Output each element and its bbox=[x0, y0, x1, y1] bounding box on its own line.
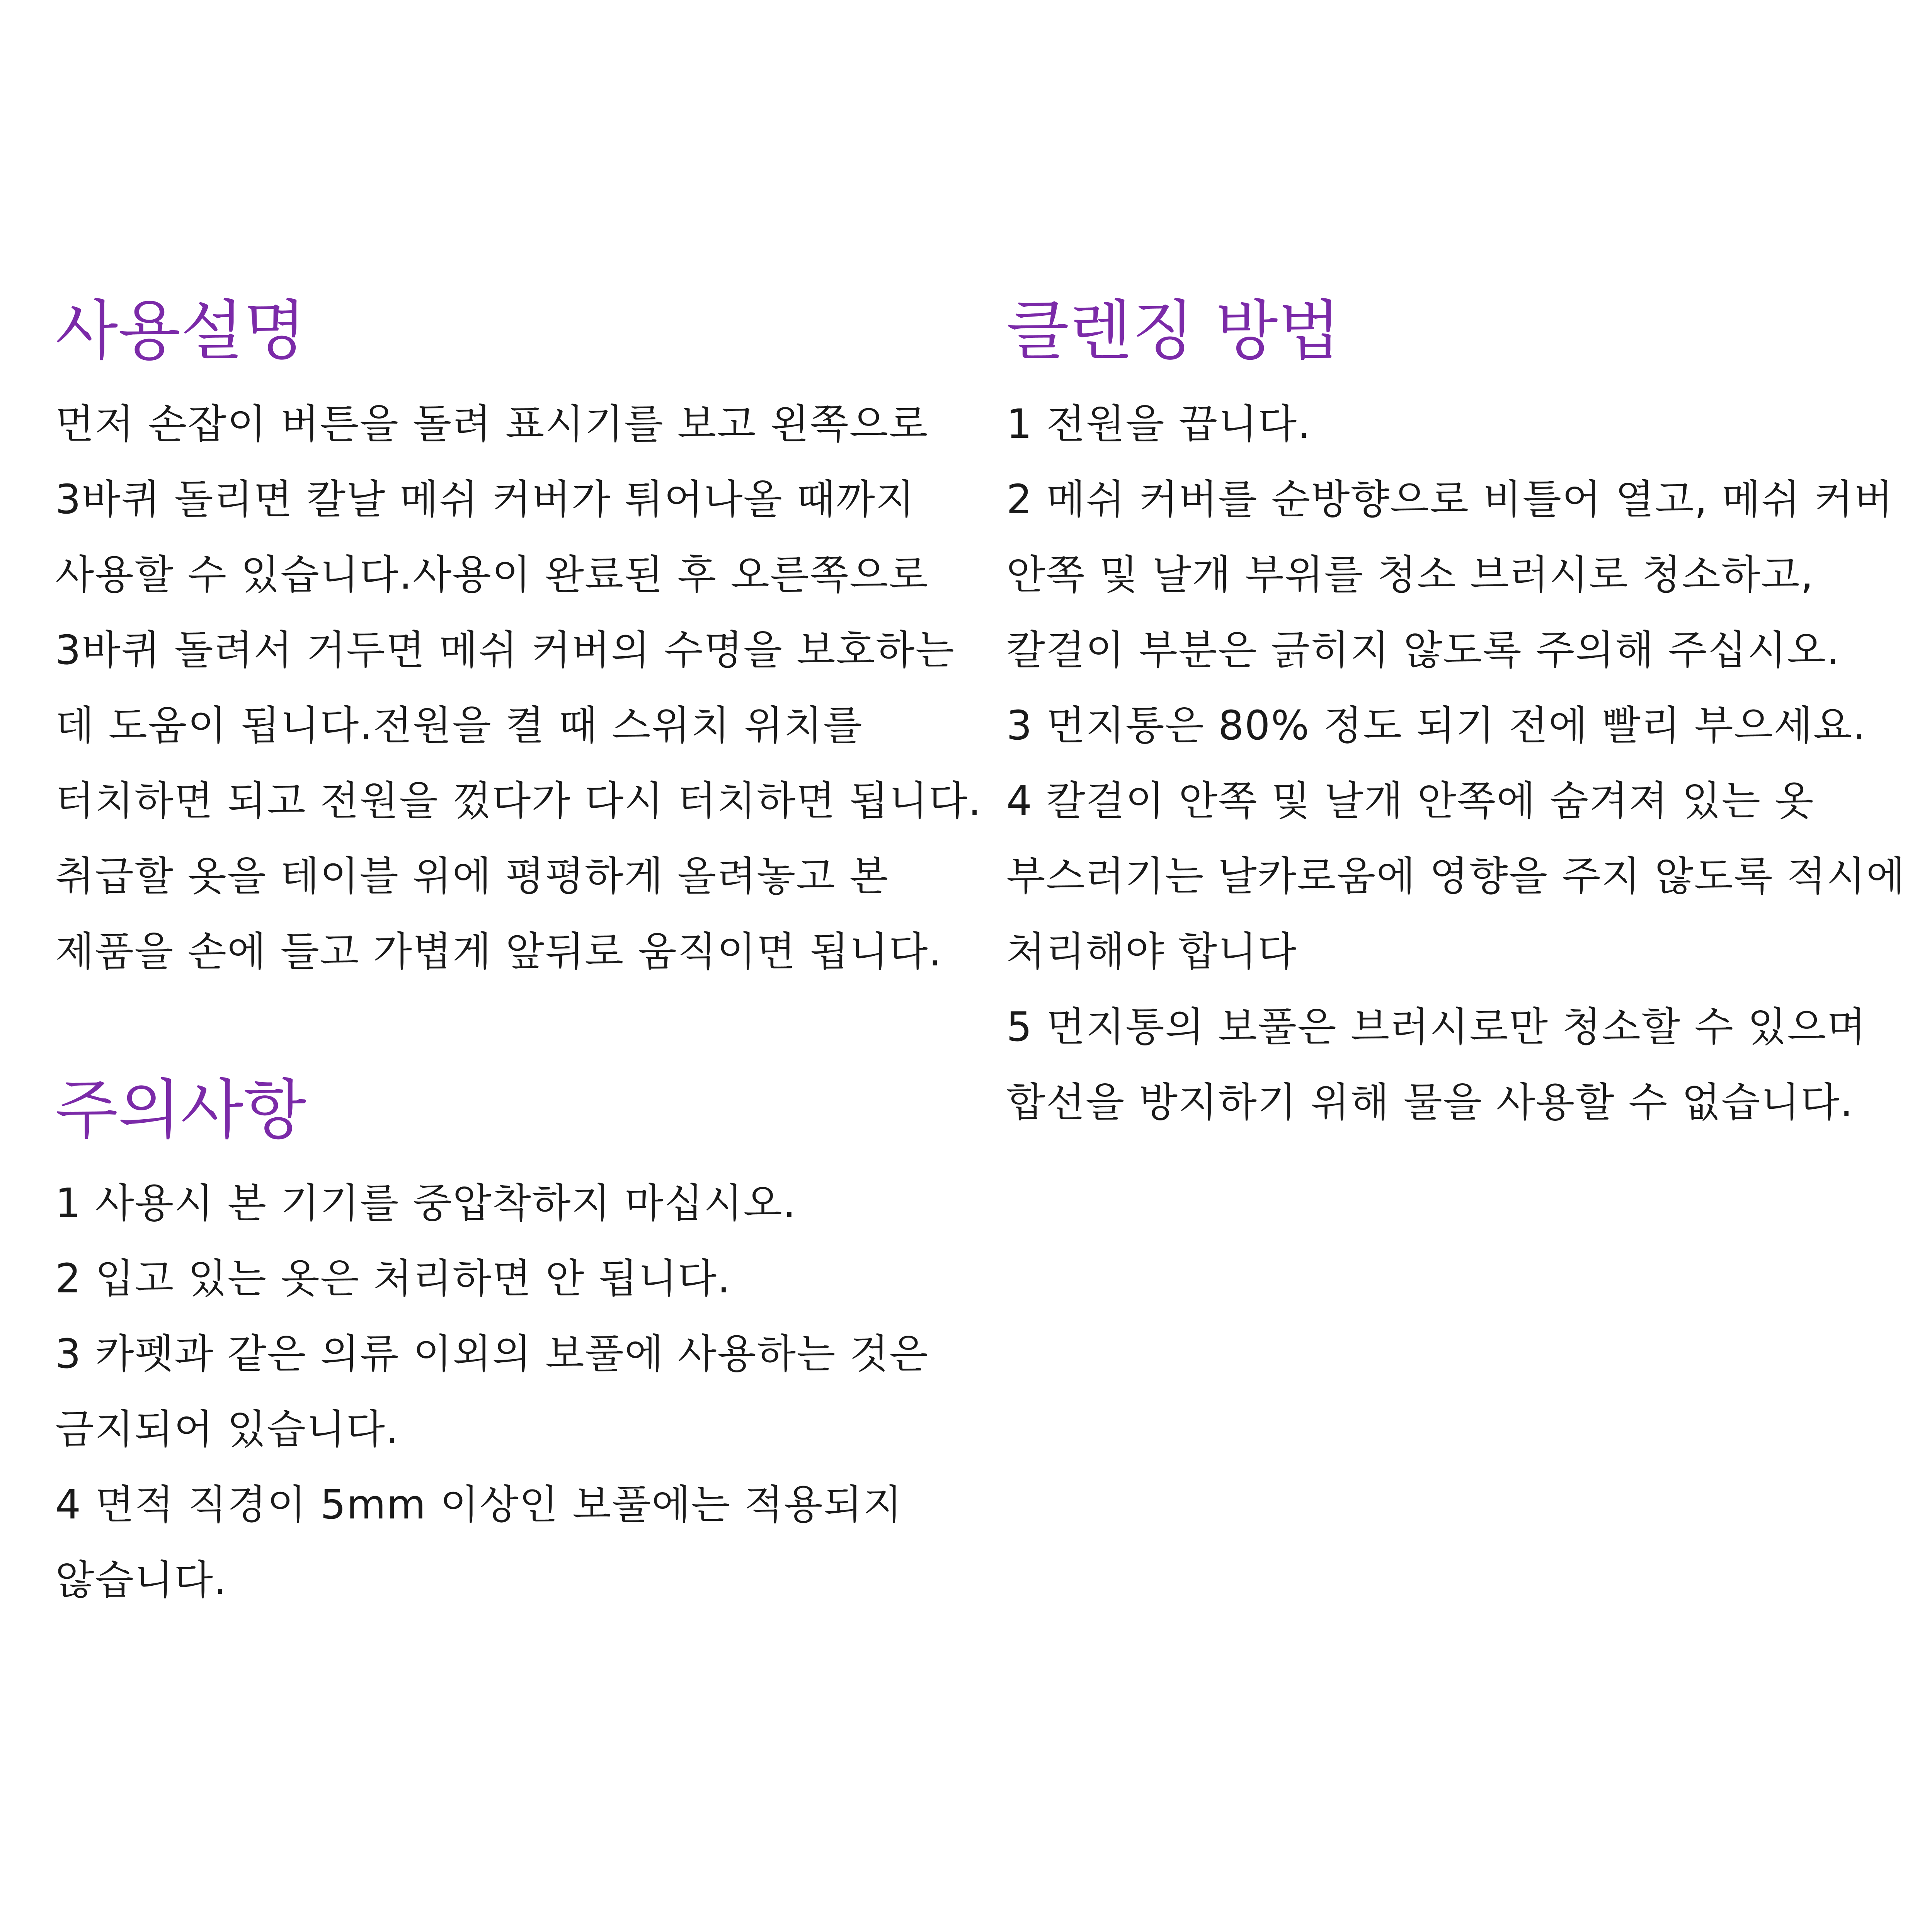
usage-line: 터치하면 되고 전원을 껐다가 다시 터치하면 됩니다. bbox=[55, 777, 982, 824]
cleansing-line: 4 칼걸이 안쪽 및 날개 안쪽에 숨겨져 있는 옷 bbox=[1006, 777, 1815, 824]
notice-line: 1 사용시 본 기기를 중압착하지 마십시오. bbox=[55, 1180, 797, 1227]
cleansing-line: 부스러기는 날카로움에 영향을 주지 않도록 적시에 bbox=[1006, 853, 1906, 900]
usage-line: 먼저 손잡이 버튼을 돌려 표시기를 보고 왼쪽으로 bbox=[55, 400, 929, 448]
right-column bbox=[1006, 286, 1906, 1140]
usage-line: 사용할 수 있습니다.사용이 완료된 후 오른쪽으로 bbox=[55, 551, 929, 598]
cleansing-body bbox=[1006, 386, 1906, 1140]
cleansing-line: 5 먼지통의 보풀은 브러시로만 청소할 수 있으며 bbox=[1006, 1003, 1867, 1050]
usage-section bbox=[55, 286, 982, 989]
usage-body bbox=[55, 386, 982, 989]
usage-heading: 사용설명 bbox=[55, 293, 306, 369]
notice-line: 금지되어 있습니다. bbox=[55, 1406, 399, 1453]
left-column bbox=[55, 286, 982, 1618]
notice-line: 2 입고 있는 옷은 처리하면 안 됩니다. bbox=[55, 1255, 731, 1302]
cleansing-line: 처리해야 합니다 bbox=[1006, 928, 1297, 975]
cleansing-line: 합선을 방지하기 위해 물을 사용할 수 없습니다. bbox=[1006, 1079, 1854, 1126]
cleansing-line: 1 전원을 끕니다. bbox=[1006, 400, 1311, 448]
notice-line: 않습니다. bbox=[55, 1556, 227, 1603]
cleansing-line: 2 메쉬 커버를 순방향으로 비틀어 열고, 메쉬 커버 bbox=[1006, 476, 1894, 523]
cleansing-section bbox=[1006, 286, 1906, 1140]
notice-line: 4 면적 직경이 5mm 이상인 보풀에는 적용되지 bbox=[55, 1481, 903, 1528]
usage-line: 3바퀴 돌려서 거두면 메쉬 커버의 수명을 보호하는 bbox=[55, 626, 955, 674]
usage-line: 제품을 손에 들고 가볍게 앞뒤로 움직이면 됩니다. bbox=[55, 928, 942, 975]
usage-line: 데 도움이 됩니다.전원을 켤 때 스위치 위치를 bbox=[55, 702, 863, 749]
notice-section bbox=[55, 1065, 967, 1618]
cleansing-line: 3 먼지통은 80% 정도 되기 전에 빨리 부으세요. bbox=[1006, 702, 1867, 749]
usage-line: 취급할 옷을 테이블 위에 평평하게 올려놓고 본 bbox=[55, 853, 889, 900]
notice-heading: 주의사항 bbox=[55, 1072, 306, 1148]
usage-line: 3바퀴 돌리면 칼날 메쉬 커버가 튀어나올 때까지 bbox=[55, 476, 916, 523]
cleansing-line: 칼걸이 부분은 긁히지 않도록 주의해 주십시오. bbox=[1006, 626, 1840, 674]
cleansing-heading: 클렌징 방법 bbox=[1006, 293, 1341, 369]
notice-body bbox=[55, 1166, 967, 1618]
notice-line: 3 카펫과 같은 의류 이외의 보풀에 사용하는 것은 bbox=[55, 1330, 929, 1377]
cleansing-line: 안쪽 및 날개 부위를 청소 브러시로 청소하고, bbox=[1006, 551, 1814, 598]
